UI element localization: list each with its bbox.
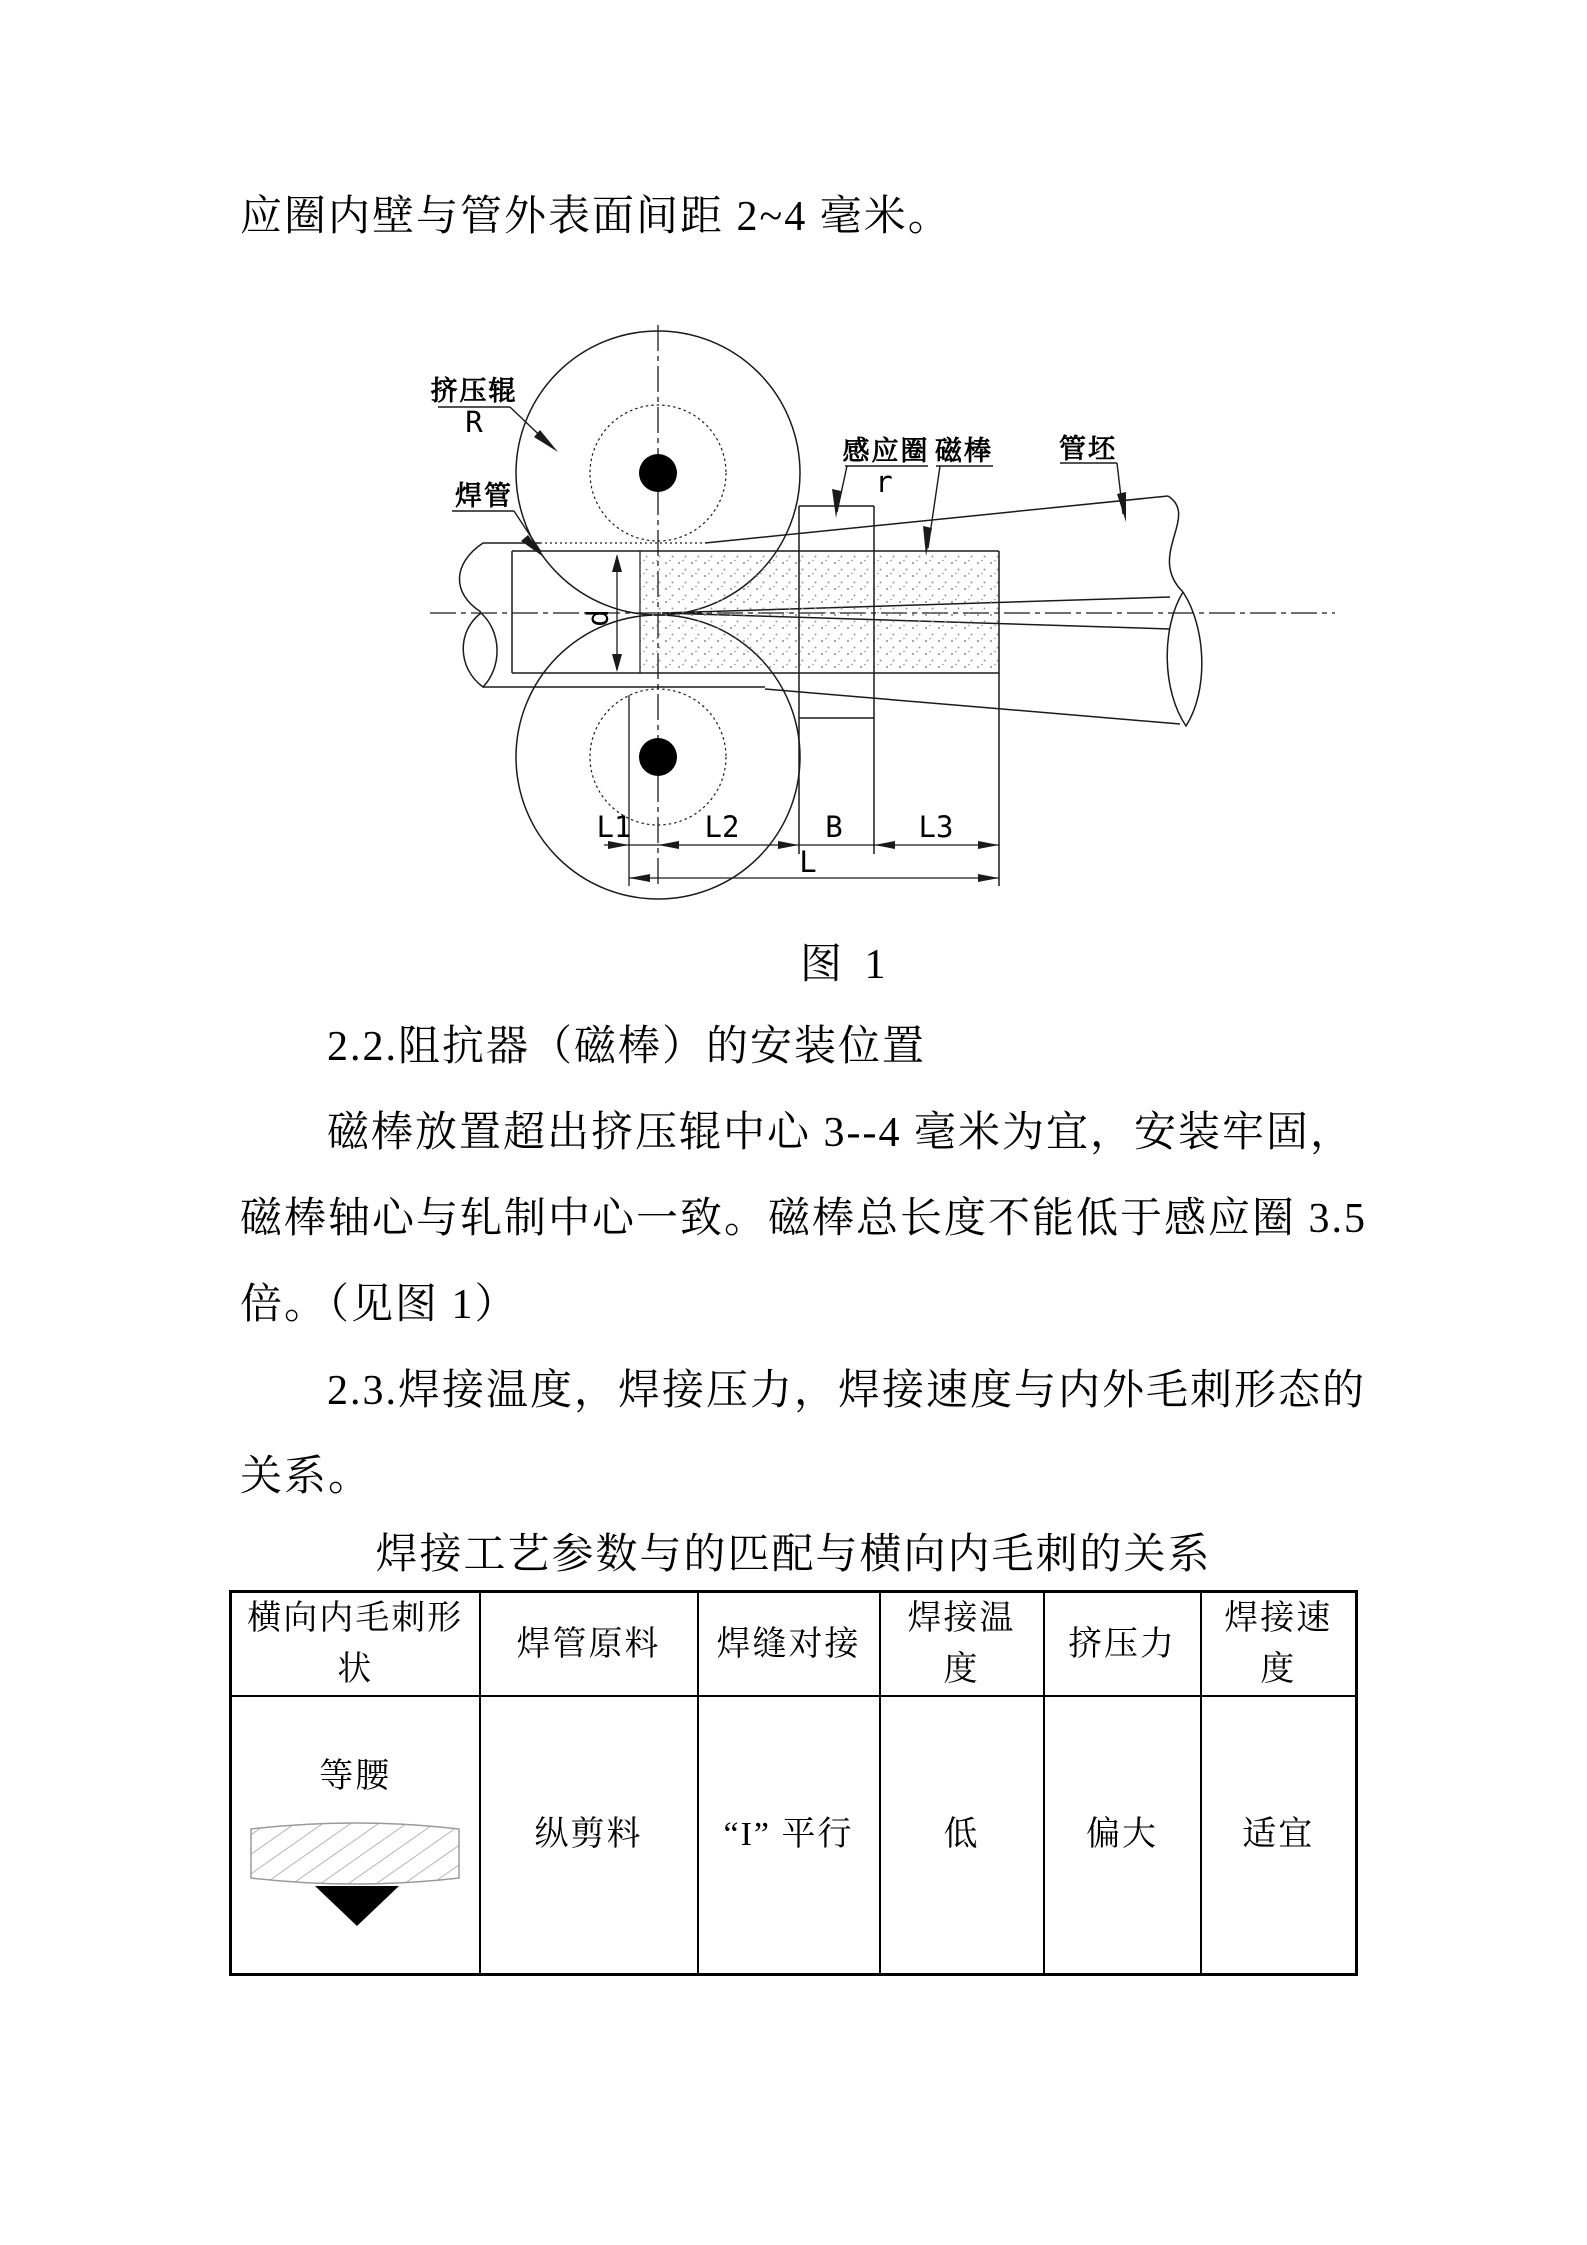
weld-parameter-table xyxy=(229,1590,1358,1976)
para-2-2-line-3: 倍。（见图 1） xyxy=(240,1282,519,1328)
header-squeeze-force: 挤压力 xyxy=(1044,1592,1201,1697)
leader-arrows xyxy=(521,430,1126,558)
para-2-2-line-1: 磁棒放置超出挤压辊中心 3--4 毫米为宜，安装牢固， xyxy=(327,1110,1354,1156)
cell-burr-shape xyxy=(231,1696,480,1974)
header-seam-butt: 焊缝对接 xyxy=(698,1592,880,1697)
header-weld-speed: 焊接速度 xyxy=(1201,1592,1357,1697)
header-burr-shape: 横向内毛刺形状 xyxy=(231,1592,480,1697)
cell-material: 纵剪料 xyxy=(480,1696,698,1974)
heading-2-3-line-2: 关系。 xyxy=(240,1454,373,1500)
label-tube-blank: 管坯 xyxy=(1059,434,1117,464)
table-row xyxy=(231,1696,1357,1974)
dim-label-L2: L2 xyxy=(704,810,740,844)
dim-label-d: d xyxy=(581,609,615,627)
table-title: 焊接工艺参数与的匹配与横向内毛刺的关系 xyxy=(375,1532,1212,1578)
label-induction-coil: 感应圈 xyxy=(842,436,930,466)
burr-shape-label: 等腰 xyxy=(319,1758,392,1796)
intro-line: 应圈内壁与管外表面间距 2~4 毫米。 xyxy=(240,194,952,240)
figure-1-drawing xyxy=(380,295,1380,905)
heading-2-2: 2.2.阻抗器（磁棒）的安装位置 xyxy=(327,1024,927,1070)
dim-label-B: B xyxy=(825,810,843,844)
figure-caption: 图 1 xyxy=(800,942,892,988)
label-roller-radius: R xyxy=(465,405,483,439)
cell-seam-butt: “I” 平行 xyxy=(698,1696,880,1974)
dim-label-L: L xyxy=(799,845,817,879)
header-material: 焊管原料 xyxy=(480,1592,698,1697)
dim-label-L1: L1 xyxy=(596,810,632,844)
para-2-2-line-2: 磁棒轴心与轧制中心一致。磁棒总长度不能低于感应圈 3.5 xyxy=(240,1196,1368,1242)
cell-squeeze-force: 偏大 xyxy=(1044,1696,1201,1974)
label-magnetic-bar: 磁棒 xyxy=(935,436,993,466)
cell-weld-temp: 低 xyxy=(880,1696,1044,1974)
cell-weld-speed: 适宜 xyxy=(1201,1696,1357,1974)
hatched-strip xyxy=(251,1823,459,1884)
heading-2-3-line-1: 2.3.焊接温度，焊接压力，焊接速度与内外毛刺形态的 xyxy=(327,1368,1367,1414)
header-weld-temp: 焊接温度 xyxy=(880,1592,1044,1697)
table-header-row xyxy=(231,1592,1357,1697)
leader-lines xyxy=(438,407,1123,552)
label-coil-radius: r xyxy=(875,465,893,499)
burr-triangle xyxy=(315,1886,399,1926)
dim-label-L3: L3 xyxy=(918,810,954,844)
label-squeeze-roller: 挤压辊 xyxy=(430,376,518,406)
label-welded-pipe: 焊管 xyxy=(455,481,513,511)
burr-shape-drawing xyxy=(249,1816,461,1928)
